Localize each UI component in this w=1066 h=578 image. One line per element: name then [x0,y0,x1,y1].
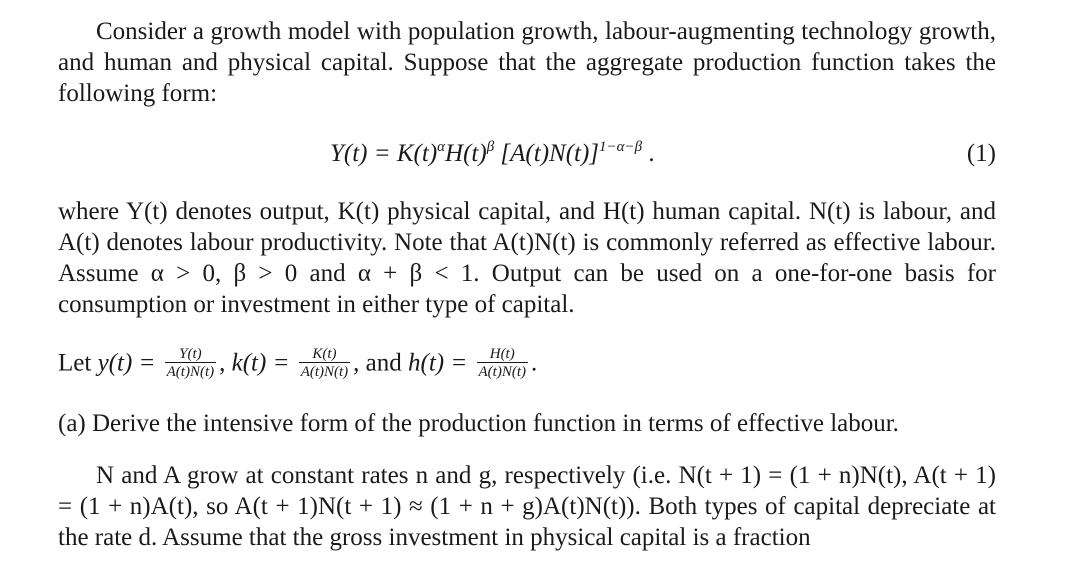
y-fraction [165,346,216,380]
h-denominator: A(t)N(t) [478,364,526,380]
where-paragraph: where Y(t) denotes output, K(t) physical capital, and H(t) human capital. N(t) is labour, and A(t) denotes labour productivity. Note that A(t)N(t) is commonly referred as effective labour. Assume α > 0, β > 0 and α + β < 1. Output can be used on a one-for-one basis for consumption or investment in either type of capital. [58,198,996,318]
k-lhs: k(t) = [231,349,290,377]
human-capital-term: H(t) [445,140,487,167]
y-lhs: y(t) = [97,349,156,377]
growth-paragraph: N and A grow at constant rates n and g, respectively (i.e. N(t + 1) = (1 + n)N(t), A(t + 1) = (1 + n)A(t), so A(t + 1)N(t + 1) ≈ (1 + n + g)A(t)N(t)). Both types of capital depreciate at the rate d. Assume that the gross investment in physical capital is a fraction [58,462,996,551]
and-word: , and [353,349,402,377]
intensive-definitions [58,348,537,394]
k-fraction [299,346,350,380]
k-numerator: K(t) [312,346,337,362]
y-denominator: A(t)N(t) [166,364,215,380]
equation-number: (1) [966,140,996,167]
h-lhs: h(t) = [408,349,468,377]
h-numerator: H(t) [489,346,515,362]
intro-paragraph: Consider a growth model with population growth, labour-augmenting technology growth, and human and physical capital. Suppose that the aggregate production function takes the following form: [58,18,996,107]
bracket-exponent: 1−α−β [599,139,643,155]
alpha-exponent: α [437,139,446,155]
h-fraction [477,346,528,380]
let-word: Let [58,349,92,377]
y-numerator: Y(t) [179,346,202,362]
definitions-period: . [530,349,538,377]
question-a: (a) Derive the intensive form of the production function in terms of effective labour. [58,410,899,437]
equation-body [330,140,655,168]
separator-comma: , [219,349,226,377]
equation-period: . [648,140,655,167]
beta-exponent: β [486,139,495,155]
effective-labour-bracket: [A(t)N(t)] [500,140,600,167]
k-denominator: A(t)N(t) [300,364,349,380]
equation-lhs: Y(t) = K(t) [330,140,438,167]
production-function-equation [58,138,996,174]
